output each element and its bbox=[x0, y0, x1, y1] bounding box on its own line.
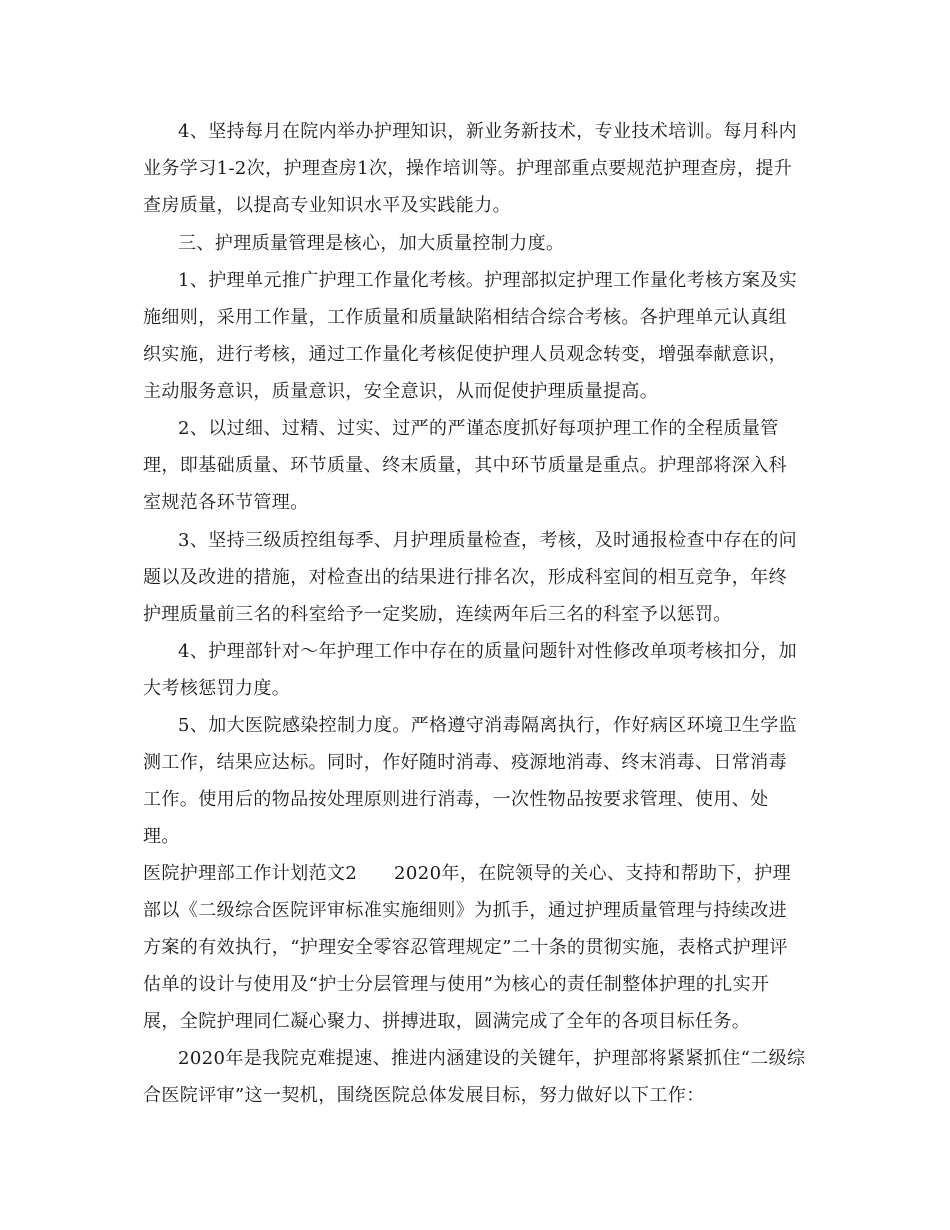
text-line: 题以及改进的措施，对检查出的结果进行排名次，形成科室间的相互竞争，年终 bbox=[143, 567, 787, 588]
text-line: 施细则，采用工作量，工作质量和质量缺陷相结合综合考核。各护理单元认真组 bbox=[143, 307, 787, 328]
text-line: 展，全院护理同仁凝心聚力、拼搏进取，圆满完成了全年的各项目标任务。 bbox=[143, 1011, 751, 1032]
text-line: 主动服务意识，质量意识，安全意识，从而促使护理质量提高。 bbox=[143, 381, 659, 402]
text-line: 合医院评审”这一契机，围绕医院总体发展目标，努力做好以下工作： bbox=[143, 1085, 705, 1106]
text-line: 医院护理部工作计划范文2 2020年，在院领导的关心、支持和帮助下，护理 bbox=[143, 863, 792, 884]
text-line: 方案的有效执行，“护理安全零容忍管理规定”二十条的贯彻实施，表格式护理评 bbox=[143, 937, 788, 958]
text-line: 2、以过细、过精、过实、过严的严谨态度抓好每项护理工作的全程质量管 bbox=[178, 418, 779, 439]
text-line: 室规范各环节管理。 bbox=[143, 492, 309, 513]
text-line: 1、护理单元推广护理工作量化考核。护理部拟定护理工作量化考核方案及实 bbox=[178, 270, 798, 291]
text-line: 测工作，结果应达标。同时，作好随时消毒、疫源地消毒、终末消毒、日常消毒 bbox=[143, 752, 787, 773]
text-line: 3、坚持三级质控组每季、月护理质量检查，考核，及时通报检查中存在的问 bbox=[178, 530, 798, 551]
text-line: 工作。使用后的物品按处理原则进行消毒，一次性物品按要求管理、使用、处 bbox=[143, 789, 769, 810]
text-line: 织实施，进行考核，通过工作量化考核促使护理人员观念转变，增强奉献意识， bbox=[143, 344, 787, 365]
text-line: 理。 bbox=[143, 826, 180, 847]
text-line: 4、护理部针对～年护理工作中存在的质量问题针对性修改单项考核扣分，加 bbox=[178, 641, 798, 662]
text-line: 理，即基础质量、环节质量、终末质量，其中环节质量是重点。护理部将深入科 bbox=[143, 455, 787, 476]
text-line: 估单的设计与使用及“护士分层管理与使用”为核心的责任制整体护理的扎实开 bbox=[143, 974, 770, 995]
text-line: 2020年是我院克难提速、推进内涵建设的关键年，护理部将紧紧抓住“二级综 bbox=[178, 1048, 806, 1069]
text-line: 5、加大医院感染控制力度。严格遵守消毒隔离执行，作好病区环境卫生学监 bbox=[178, 715, 798, 736]
text-line: 大考核惩罚力度。 bbox=[143, 678, 291, 699]
text-line: 护理质量前三名的科室给予一定奖励，连续两年后三名的科室予以惩罚。 bbox=[143, 604, 732, 625]
text-line: 查房质量，以提高专业知识水平及实践能力。 bbox=[143, 195, 511, 216]
text-line: 三、护理质量管理是核心，加大质量控制力度。 bbox=[178, 233, 565, 254]
text-line: 4、坚持每月在院内举办护理知识，新业务新技术，专业技术培训。每月科内 bbox=[178, 121, 798, 142]
text-line: 业务学习1-2次，护理查房1次，操作培训等。护理部重点要规范护理查房，提升 bbox=[143, 158, 793, 179]
text-line: 部以《二级综合医院评审标准实施细则》为抓手，通过护理质量管理与持续改进 bbox=[143, 900, 787, 921]
